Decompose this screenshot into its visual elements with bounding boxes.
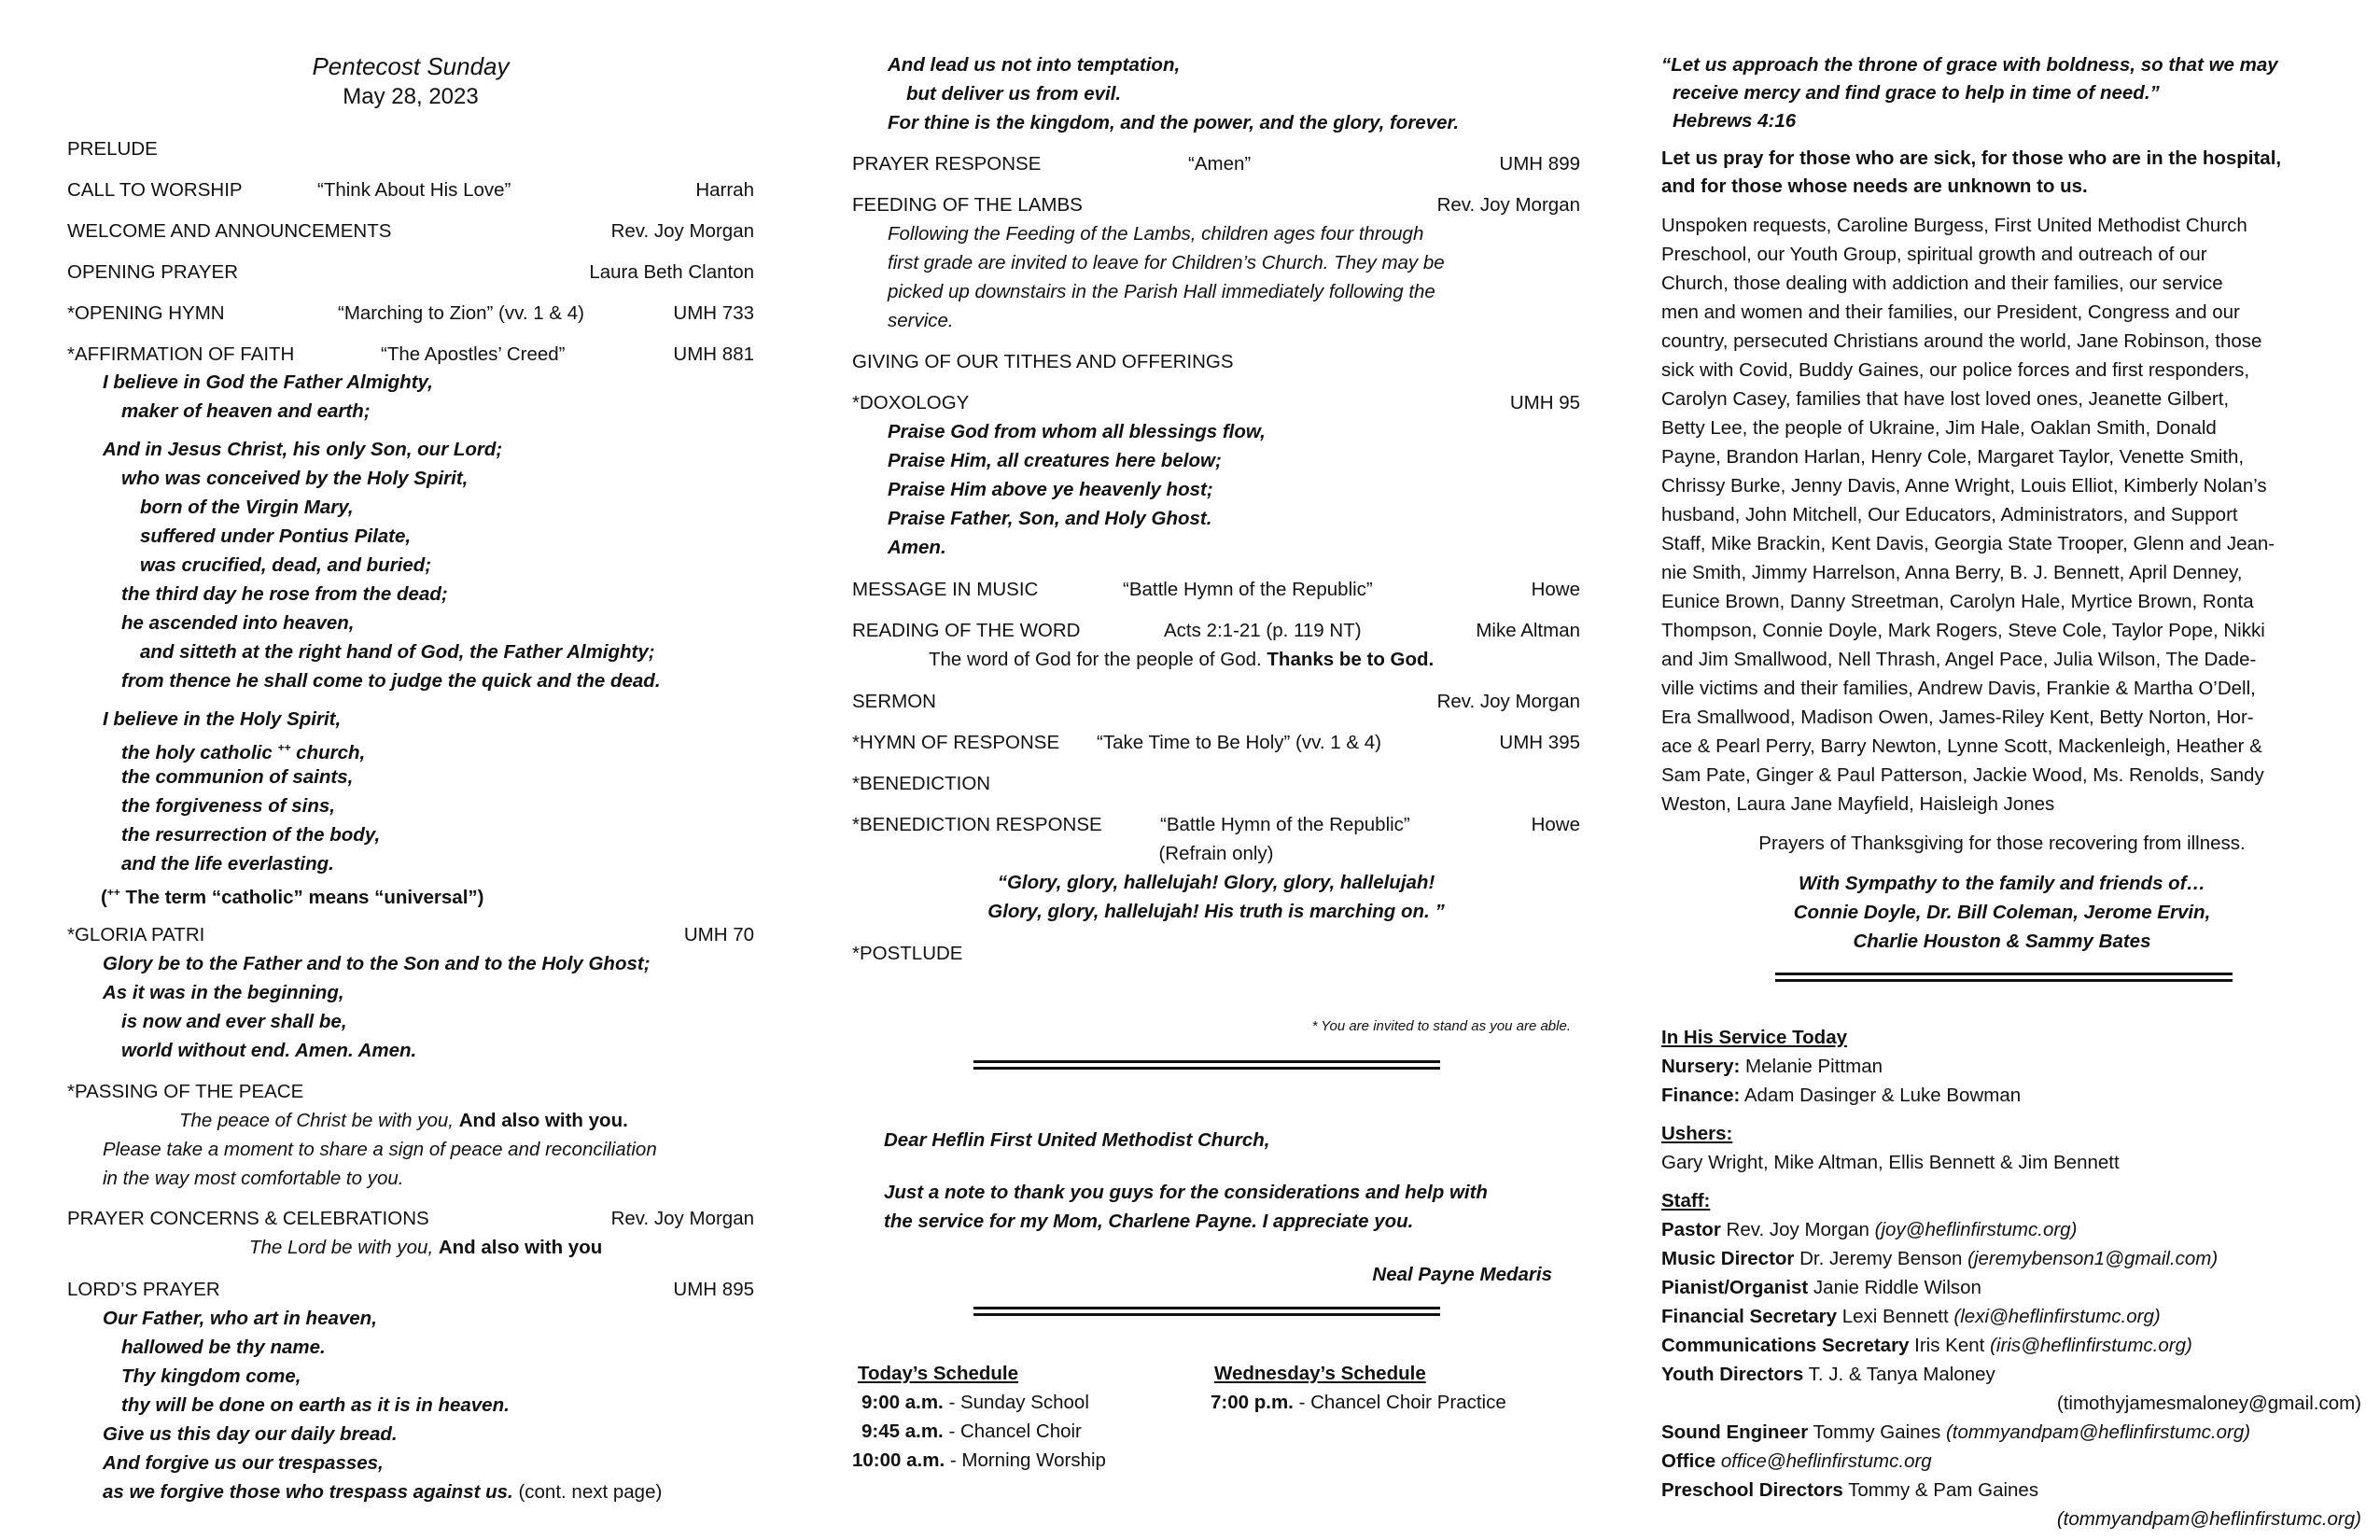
footnote-mark: ++ (106, 886, 120, 899)
lambs-line: Following the Feeding of the Lambs, children ages four through (888, 223, 1424, 245)
staff-line (1661, 1420, 2250, 1445)
divider (973, 1307, 1440, 1316)
divider (973, 1060, 1440, 1070)
doxology-line: Praise Him above ye heavenly host; (888, 479, 1213, 500)
refrain-note: (Refrain only) (1158, 843, 1274, 864)
people-text: Thanks be to God. (1267, 649, 1435, 670)
item-title: “The Apostles’ Creed” (381, 343, 566, 365)
letter-signature: Neal Payne Medaris (1372, 1264, 1552, 1285)
creed-line: I believe in God the Father Almighty, (103, 371, 433, 393)
response-line (929, 647, 1434, 672)
item-title: “Battle Hymn of the Republic” (1123, 579, 1373, 600)
refrain-line: Glory, glory, hallelujah! His truth is marching on. ” (987, 901, 1445, 922)
item-title: “Amen” (1188, 153, 1252, 175)
lambs-line: first grade are invited to leave for Children’s Church. They may be (888, 252, 1445, 273)
leader-text: The word of God for the people of God. (929, 649, 1262, 670)
item-right: UMH 733 (673, 302, 754, 324)
item-title: “Battle Hymn of the Republic” (1160, 814, 1410, 835)
item-right: Rev. Joy Morgan (1436, 691, 1580, 712)
prelude-label: PRELUDE (67, 138, 158, 160)
prayer-line: Our Father, who art in heaven, (103, 1308, 377, 1329)
request-line: and Jim Smallwood, Nell Thrash, Angel Pace, Julia Wilson, The Dade- (1661, 649, 2257, 670)
request-line: Church, those dealing with addiction and their families, our service (1661, 273, 2223, 294)
benediction-label: *BENEDICTION (852, 773, 991, 794)
creed-line: who was conceived by the Holy Spirit, (121, 468, 469, 489)
item-label: PRAYER RESPONSE (852, 153, 1042, 175)
item-right: Harrah (695, 179, 754, 201)
schedule-desc: - Sunday School (948, 1392, 1089, 1413)
prayer-line: but deliver us from evil. (906, 83, 1122, 105)
request-line: Carolyn Casey, families that have lost loved ones, Jeanette Gilbert, (1661, 388, 2230, 410)
stand-note: * You are invited to stand as you are able. (1311, 1018, 1571, 1034)
prayer-text: as we forgive those who trespass against us. (103, 1481, 513, 1503)
item-label: SERMON (852, 691, 936, 712)
item-title: Acts 2:1-21 (p. 119 NT) (1164, 620, 1362, 641)
refrain-line: “Glory, glory, hallelujah! Glory, glory, hallelujah! (997, 872, 1435, 893)
schedule-item (852, 1448, 1106, 1473)
request-line: ace & Pearl Perry, Barry Newton, Lynne Scott, Mackenleigh, Heather & (1661, 735, 2262, 757)
sympathy-line: With Sympathy to the family and friends of… (1798, 873, 2206, 894)
doxology-line: Praise Father, Son, and Holy Ghost. (888, 508, 1212, 529)
item-right: Rev. Joy Morgan (610, 1208, 754, 1229)
staff-email: (jeremybenson1@gmail.com) (1967, 1248, 2219, 1269)
schedule-desc: - Chancel Choir Practice (1298, 1392, 1506, 1413)
request-line: Preschool, our Youth Group, spiritual growth and outreach of our (1661, 244, 2207, 265)
staff-line (1661, 1304, 2161, 1329)
request-line: Chrissy Burke, Jenny Davis, Anne Wright, Louis Elliot, Kimberly Nolan’s (1661, 475, 2267, 497)
item-right: UMH 899 (1499, 153, 1580, 175)
item-title: “Marching to Zion” (vv. 1 & 4) (338, 302, 584, 324)
item-label: FEEDING OF THE LAMBS (852, 194, 1083, 216)
request-line: Sam Pate, Ginger & Paul Patterson, Jackie Wood, Ms. Renolds, Sandy (1661, 764, 2264, 786)
request-line: sick with Covid, Buddy Gaines, our police forces and first responders, (1661, 359, 2250, 381)
footnote-paren: ( (101, 886, 107, 908)
lambs-line: picked up downstairs in the Parish Hall immediately following the (888, 281, 1435, 302)
item-right: Mike Altman (1476, 620, 1580, 641)
staff-line (1661, 1275, 1981, 1300)
staff-role: Pastor (1661, 1219, 1721, 1240)
staff-role: Communications Secretary (1661, 1335, 1910, 1356)
thanksgiving-note: Prayers of Thanksgiving for those recovering from illness. (1758, 833, 2246, 854)
service-date: May 28, 2023 (343, 84, 479, 109)
item-label: *HYMN OF RESPONSE (852, 732, 1060, 753)
item-label: *PASSING OF THE PEACE (67, 1081, 304, 1102)
people-text: And also with you (438, 1237, 603, 1258)
preschool-email: (tommyandpam@heflinfirstumc.org) (2056, 1508, 2361, 1530)
staff-heading: Staff: (1661, 1190, 1711, 1211)
sympathy-line: Connie Doyle, Dr. Bill Coleman, Jerome Ervin, (1793, 902, 2211, 923)
prayer-line: For thine is the kingdom, and the power, and the glory, forever. (888, 112, 1460, 133)
creed-line: And in Jesus Christ, his only Son, our Lord; (103, 439, 503, 460)
request-line: nie Smith, Jimmy Harrelson, Anna Berry, B. J. Bennett, April Denney, (1661, 562, 2243, 583)
doxology-line: Amen. (888, 537, 946, 558)
gloria-line: Glory be to the Father and to the Son and to the Holy Ghost; (103, 953, 651, 974)
service-title: Pentecost Sunday (312, 52, 510, 80)
peace-instruction: in the way most comfortable to you. (103, 1168, 404, 1189)
staff-role: Music Director (1661, 1248, 1795, 1269)
item-label: WELCOME AND ANNOUNCEMENTS (67, 220, 392, 242)
verse-citation: Hebrews 4:16 (1673, 110, 1797, 132)
staff-role: Youth Directors (1661, 1364, 1804, 1385)
staff-line (1661, 1333, 2192, 1358)
prayer-line: Give us this day our daily bread. (103, 1423, 398, 1445)
staff-name: Iris Kent (1914, 1335, 1985, 1356)
creed-line: from thence he shall come to judge the quick and the dead. (121, 670, 661, 692)
staff-line (1661, 1246, 2218, 1271)
staff-name: Rev. Joy Morgan (1726, 1219, 1869, 1240)
gloria-line: As it was in the beginning, (103, 982, 344, 1003)
item-right: UMH 881 (673, 343, 754, 365)
creed-line: suffered under Pontius Pilate, (140, 525, 412, 547)
creed-line: and sitteth at the right hand of God, the Father Almighty; (140, 641, 655, 663)
staff-email: office@heflinfirstumc.org (1720, 1450, 1932, 1472)
staff-role: Preschool Directors (1661, 1479, 1843, 1501)
divider (1775, 973, 2233, 982)
schedule-time: 7:00 p.m. (1211, 1392, 1294, 1413)
staff-line (1661, 1449, 1932, 1474)
schedule-time: 9:45 a.m. (861, 1421, 944, 1442)
creed-line: he ascended into heaven, (121, 612, 355, 634)
role-name: Adam Dasinger & Luke Bowman (1743, 1085, 2022, 1106)
verse-line: “Let us approach the throne of grace with boldness, so that we may (1661, 54, 2278, 76)
role-label: Nursery: (1661, 1056, 1741, 1077)
staff-role: Office (1661, 1450, 1716, 1472)
request-line: Unspoken requests, Caroline Burgess, First United Methodist Church (1661, 215, 2247, 236)
staff-name: T. J. & Tanya Maloney (1808, 1364, 1995, 1385)
item-label: OPENING PRAYER (67, 261, 239, 283)
schedule-heading: Wednesday’s Schedule (1214, 1363, 1426, 1384)
youth-email: (timothyjamesmaloney@gmail.com) (2056, 1393, 2361, 1414)
staff-line (1661, 1217, 2077, 1242)
footnote-mark: ++ (277, 741, 291, 754)
schedule-item (1211, 1390, 1506, 1415)
item-label: MESSAGE IN MUSIC (852, 579, 1039, 600)
creed-line: and the life everlasting. (121, 853, 334, 875)
creed-line: the third day he rose from the dead; (121, 583, 448, 605)
schedule-time: 10:00 a.m. (852, 1449, 945, 1471)
item-right: UMH 95 (1509, 392, 1580, 413)
prayer-line (103, 1479, 662, 1505)
schedule-desc: - Morning Worship (949, 1449, 1106, 1471)
request-line: Staff, Mike Brackin, Kent Davis, Georgia State Trooper, Glenn and Jean- (1661, 533, 2275, 554)
item-label: *DOXOLOGY (852, 392, 970, 413)
staff-email: (lexi@heflinfirstumc.org) (1953, 1306, 2161, 1327)
prayer-line: And forgive us our trespasses, (103, 1452, 384, 1474)
item-title: “Take Time to Be Holy” (vv. 1 & 4) (1097, 732, 1381, 753)
creed-line: maker of heaven and earth; (121, 400, 371, 422)
creed-line: the communion of saints, (121, 766, 354, 788)
request-line: ville victims and their families, Andrew Davis, Frankie & Martha O’Dell, (1661, 678, 2256, 699)
leader-text: The Lord be with you, (249, 1237, 434, 1258)
item-right: UMH 70 (683, 924, 754, 945)
staff-email: (tommyandpam@heflinfirstumc.org) (1945, 1421, 2251, 1443)
people-text: And also with you. (458, 1110, 628, 1131)
peace-line (179, 1108, 628, 1133)
request-line: Eunice Brown, Danny Streetman, Carolyn Hale, Myrtice Brown, Ronta (1661, 591, 2254, 612)
ushers-names: Gary Wright, Mike Altman, Ellis Bennett & Jim Bennett (1661, 1152, 2120, 1173)
request-line: Era Smallwood, Madison Owen, James-Riley Kent, Betty Norton, Hor- (1661, 707, 2254, 728)
prayer-line: And lead us not into temptation, (888, 54, 1181, 76)
staff-email: (joy@heflinfirstumc.org) (1874, 1219, 2078, 1240)
prayer-intro-line: and for those whose needs are unknown to us. (1661, 175, 2088, 197)
item-label: READING OF THE WORD (852, 620, 1081, 641)
postlude-label: *POSTLUDE (852, 943, 963, 964)
item-label: *BENEDICTION RESPONSE (852, 814, 1102, 835)
letter-line: the service for my Mom, Charlene Payne. I appreciate you. (884, 1211, 1414, 1232)
staff-role: Sound Engineer (1661, 1421, 1809, 1443)
lambs-line: service. (888, 310, 954, 331)
creed-line: I believe in the Holy Spirit, (103, 708, 342, 730)
item-label: *AFFIRMATION OF FAITH (67, 343, 295, 365)
prayer-line: Thy kingdom come, (121, 1365, 301, 1387)
creed-line: the resurrection of the body, (121, 824, 381, 846)
peace-instruction: Please take a moment to share a sign of peace and reconciliation (103, 1139, 657, 1160)
letter-greeting: Dear Heflin First United Methodist Church, (884, 1129, 1270, 1151)
request-line: country, persecuted Christians around the world, Jane Robinson, those (1661, 330, 2262, 352)
creed-line: was crucified, dead, and buried; (140, 554, 432, 576)
item-label: *GLORIA PATRI (67, 924, 205, 945)
role-name: Melanie Pittman (1745, 1056, 1883, 1077)
item-label: PRAYER CONCERNS & CELEBRATIONS (67, 1208, 429, 1229)
nursery-line (1661, 1054, 1883, 1079)
item-label: LORD’S PRAYER (67, 1279, 220, 1300)
creed-text: the holy catholic (121, 741, 273, 763)
doxology-line: Praise God from whom all blessings flow, (888, 421, 1266, 442)
staff-line (1661, 1362, 1995, 1387)
item-right: UMH 895 (673, 1279, 754, 1300)
schedule-desc: - Chancel Choir (948, 1421, 1082, 1442)
tithes-label: GIVING OF OUR TITHES AND OFFERINGS (852, 351, 1234, 372)
creed-text: church, (296, 741, 366, 763)
finance-line (1661, 1083, 2021, 1108)
request-line: Weston, Laura Jane Mayfield, Haisleigh Jones (1661, 793, 2055, 815)
item-right: Rev. Joy Morgan (1436, 194, 1580, 216)
request-line: Thompson, Connie Doyle, Mark Rogers, Steve Cole, Taylor Pope, Nikki (1661, 620, 2265, 641)
request-line: Betty Lee, the people of Ukraine, Jim Hale, Oaklan Smith, Donald (1661, 417, 2217, 439)
staff-role: Financial Secretary (1661, 1306, 1838, 1327)
continued-note: (cont. next page) (518, 1481, 663, 1503)
doxology-line: Praise Him, all creatures here below; (888, 450, 1222, 471)
staff-email: (iris@heflinfirstumc.org) (1990, 1335, 2192, 1356)
creed-line: the forgiveness of sins, (121, 795, 335, 817)
creed-line: born of the Virgin Mary, (140, 497, 354, 518)
schedule-item (861, 1390, 1089, 1415)
item-label: *OPENING HYMN (67, 302, 225, 324)
prayer-intro-line: Let us pray for those who are sick, for those who are in the hospital, (1661, 147, 2282, 169)
staff-name: Dr. Jeremy Benson (1799, 1248, 1963, 1269)
request-line: Payne, Brandon Harlan, Henry Cole, Margaret Taylor, Venette Smith, (1661, 446, 2245, 468)
role-label: Finance: (1661, 1085, 1741, 1106)
sympathy-line: Charlie Houston & Sammy Bates (1853, 931, 2151, 952)
prayer-line: hallowed be thy name. (121, 1337, 326, 1358)
letter-line: Just a note to thank you guys for the considerations and help with (884, 1182, 1488, 1203)
staff-line (1661, 1477, 2038, 1503)
catholic-footnote (101, 880, 483, 910)
item-right: UMH 395 (1499, 732, 1580, 753)
schedule-item (861, 1419, 1082, 1444)
gloria-line: world without end. Amen. Amen. (121, 1040, 417, 1061)
response-line (249, 1235, 602, 1260)
item-title: “Think About His Love” (317, 179, 511, 201)
prayer-line: thy will be done on earth as it is in heaven. (121, 1394, 510, 1416)
staff-name: Tommy & Pam Gaines (1848, 1479, 2039, 1501)
footnote-text: The term “catholic” means “universal”) (125, 886, 484, 908)
ushers-heading: Ushers: (1661, 1123, 1733, 1144)
staff-role: Pianist/Organist (1661, 1277, 1809, 1298)
request-line: husband, John Mitchell, Our Educators, Administrators, and Support (1661, 504, 2238, 525)
schedule-heading: Today’s Schedule (858, 1363, 1019, 1384)
service-heading: In His Service Today (1661, 1027, 1848, 1048)
item-right: Howe (1531, 579, 1580, 600)
verse-line: receive mercy and find grace to help in time of need.” (1673, 82, 2160, 104)
request-line: men and women and their families, our President, Congress and our (1661, 301, 2240, 323)
staff-name: Janie Riddle Wilson (1813, 1277, 1981, 1298)
item-label: CALL TO WORSHIP (67, 179, 243, 201)
gloria-line: is now and ever shall be, (121, 1011, 347, 1032)
item-right: Laura Beth Clanton (589, 261, 754, 283)
item-right: Howe (1531, 814, 1580, 835)
staff-name: Lexi Bennett (1841, 1306, 1949, 1327)
item-right: Rev. Joy Morgan (610, 220, 754, 242)
staff-name: Tommy Gaines (1813, 1421, 1941, 1443)
leader-text: The peace of Christ be with you, (179, 1110, 454, 1131)
creed-line (121, 735, 365, 765)
schedule-time: 9:00 a.m. (861, 1392, 944, 1413)
